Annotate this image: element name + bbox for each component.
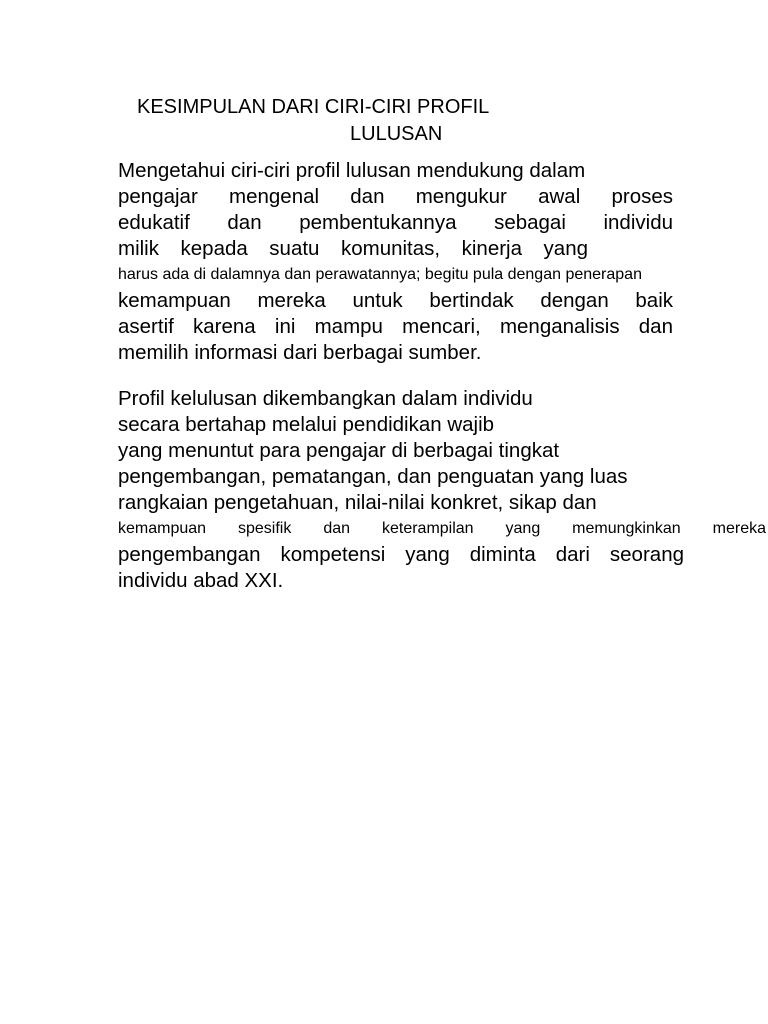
paragraph-line: individu abad XXI. <box>118 569 284 592</box>
paragraph-2 <box>118 386 766 594</box>
paragraph-line: secara bertahap melalui pendidikan wajib <box>118 413 495 436</box>
paragraph-line: Mengetahui ciri-ciri profil lulusan mendukung dalam <box>118 159 586 182</box>
document-title-line-1: KESIMPULAN DARI CIRI-CIRI PROFIL <box>137 96 490 118</box>
paragraph-line: pengembangan kompetensi yang diminta dari seorang <box>118 543 684 566</box>
paragraph-line: pengembangan, pematangan, dan penguatan yang luas <box>118 465 628 488</box>
paragraph-line: milik kepada suatu komunitas, kinerja yang <box>118 237 588 260</box>
paragraph-line: harus ada di dalamnya dan perawatannya; begitu pula dengan penerapan <box>118 266 642 283</box>
paragraph-line: asertif karena ini mampu mencari, menganalisis dan <box>118 315 673 338</box>
paragraph-line: memilih informasi dari berbagai sumber. <box>118 341 482 364</box>
paragraph-line: Profil kelulusan dikembangkan dalam individu <box>118 387 533 410</box>
paragraph-line: edukatif dan pembentukannya sebagai individu <box>118 211 673 234</box>
paragraph-line: yang menuntut para pengajar di berbagai tingkat <box>118 439 560 462</box>
paragraph-line: kemampuan spesifik dan keterampilan yang memungkinkan mereka <box>118 520 766 537</box>
paragraph-line: pengajar mengenal dan mengukur awal proses <box>118 185 673 208</box>
paragraph-line: kemampuan mereka untuk bertindak dengan baik <box>118 289 673 312</box>
paragraph-1 <box>118 158 673 366</box>
paragraph-line: rangkaian pengetahuan, nilai-nilai konkret, sikap dan <box>118 491 597 514</box>
document-title-line-2: LULUSAN <box>350 123 443 145</box>
